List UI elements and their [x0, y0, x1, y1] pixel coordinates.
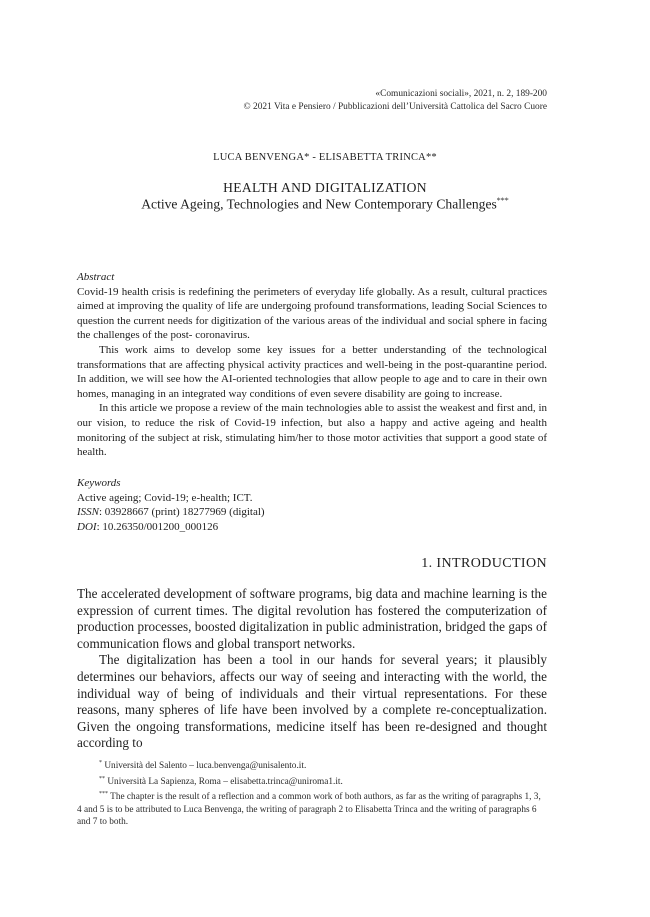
issn-label: ISSN	[77, 506, 99, 519]
doi-value: : 10.26350/001200_000126	[96, 520, 219, 533]
keywords-section	[77, 476, 547, 534]
abstract-paragraph: This work aims to develop some key issues for a better understanding of the technological transformations that are affecting physical activity practices and well-being in the post-quarantine period. In addition, we will see how the AI-oriented technologies that allow people to age and to care in their own homes, managing in an integrated way conditions of even severe disability are going to increase.	[77, 343, 547, 400]
journal-header	[244, 88, 547, 114]
abstract-label: Abstract	[77, 271, 115, 283]
abstract-paragraph: In this article we propose a review of the main technologies able to assist the weakest and first and, in our vision, to reduce the risk of Covid-19 infection, but also a happy and active ageing and health monitoring of the subject at risk, stimulating him/her to those motor activities that support a good state of health.	[77, 402, 547, 459]
footnote-text: Università del Salento – luca.benvenga@unisalento.it.	[104, 761, 307, 772]
footnote-text: Università La Sapienza, Roma – elisabetta.trinca@uniroma1.it.	[107, 776, 343, 787]
footnote	[77, 788, 547, 828]
keywords-label: Keywords	[77, 477, 121, 489]
issn-line	[77, 505, 547, 520]
section-heading: 1. INTRODUCTION	[421, 556, 547, 571]
body-paragraph: The digitalization has been a tool in our hands for several years; it plausibly determines our behaviors, affects our way of seeing and interacting with the world, the individual way of being of individuals and their virtual representations. For these reasons, many spheres of life have been involved by a complete re-conceptualization. Given the ongoing transformations, medicine itself has been re-designed and thought according to	[77, 652, 547, 751]
footnote	[77, 773, 547, 789]
subtitle-footnote-marker: ***	[496, 196, 509, 205]
footnote-marker: ***	[99, 791, 108, 797]
doi-label: DOI	[77, 520, 97, 533]
footnote-text: The chapter is the result of a reflection and a common work of both authors, as far as the writing of paragraphs 1, 3, 4 and 5 is to be attributed to Luca Benvenga, the writing of paragraph 2 to Elisabetta Trinca and the writing of paragraphs 6 and 7 to both.	[77, 792, 541, 827]
body-text	[77, 586, 547, 752]
copyright-line: © 2021 Vita e Pensiero / Pubblicazioni dell’Università Cattolica del Sacro Cuore	[243, 102, 547, 112]
subtitle-text: Active Ageing, Technologies and New Contemporary Challenges	[141, 196, 497, 212]
footnote-marker: **	[99, 775, 105, 782]
issn-value: : 03928667 (print) 18277969 (digital)	[99, 506, 265, 519]
abstract-paragraph: Covid-19 health crisis is redefining the perimeters of everyday life globally. As a result, cultural practices aimed at improving the quality of life are undergoing profound transformations, leading Social Sciences to question the current needs for digitization of the various areas of the individual and social sphere in facing the challenges of the post- coronavirus.	[77, 285, 547, 342]
author-line: LUCA BENVENGA* - ELISABETTA TRINCA**	[213, 152, 437, 163]
footnote-marker: *	[99, 760, 102, 766]
keywords-text: Active ageing; Covid-19; e-health; ICT.	[77, 491, 253, 504]
footnotes	[77, 757, 547, 828]
doi-line	[77, 520, 547, 535]
abstract-section	[77, 270, 547, 460]
footnote	[77, 757, 547, 773]
journal-citation: «Comunicazioni sociali», 2021, n. 2, 189-200	[375, 89, 547, 99]
body-paragraph: The accelerated development of software programs, big data and machine learning is the expression of current times. The digital revolution has fostered the computerization of production processes, boosted digitalization in public administration, bridged the gaps of communication flows and global transport networks.	[77, 586, 547, 651]
article-subtitle	[0, 196, 650, 213]
article-title: HEALTH AND DIGITALIZATION	[223, 180, 427, 195]
